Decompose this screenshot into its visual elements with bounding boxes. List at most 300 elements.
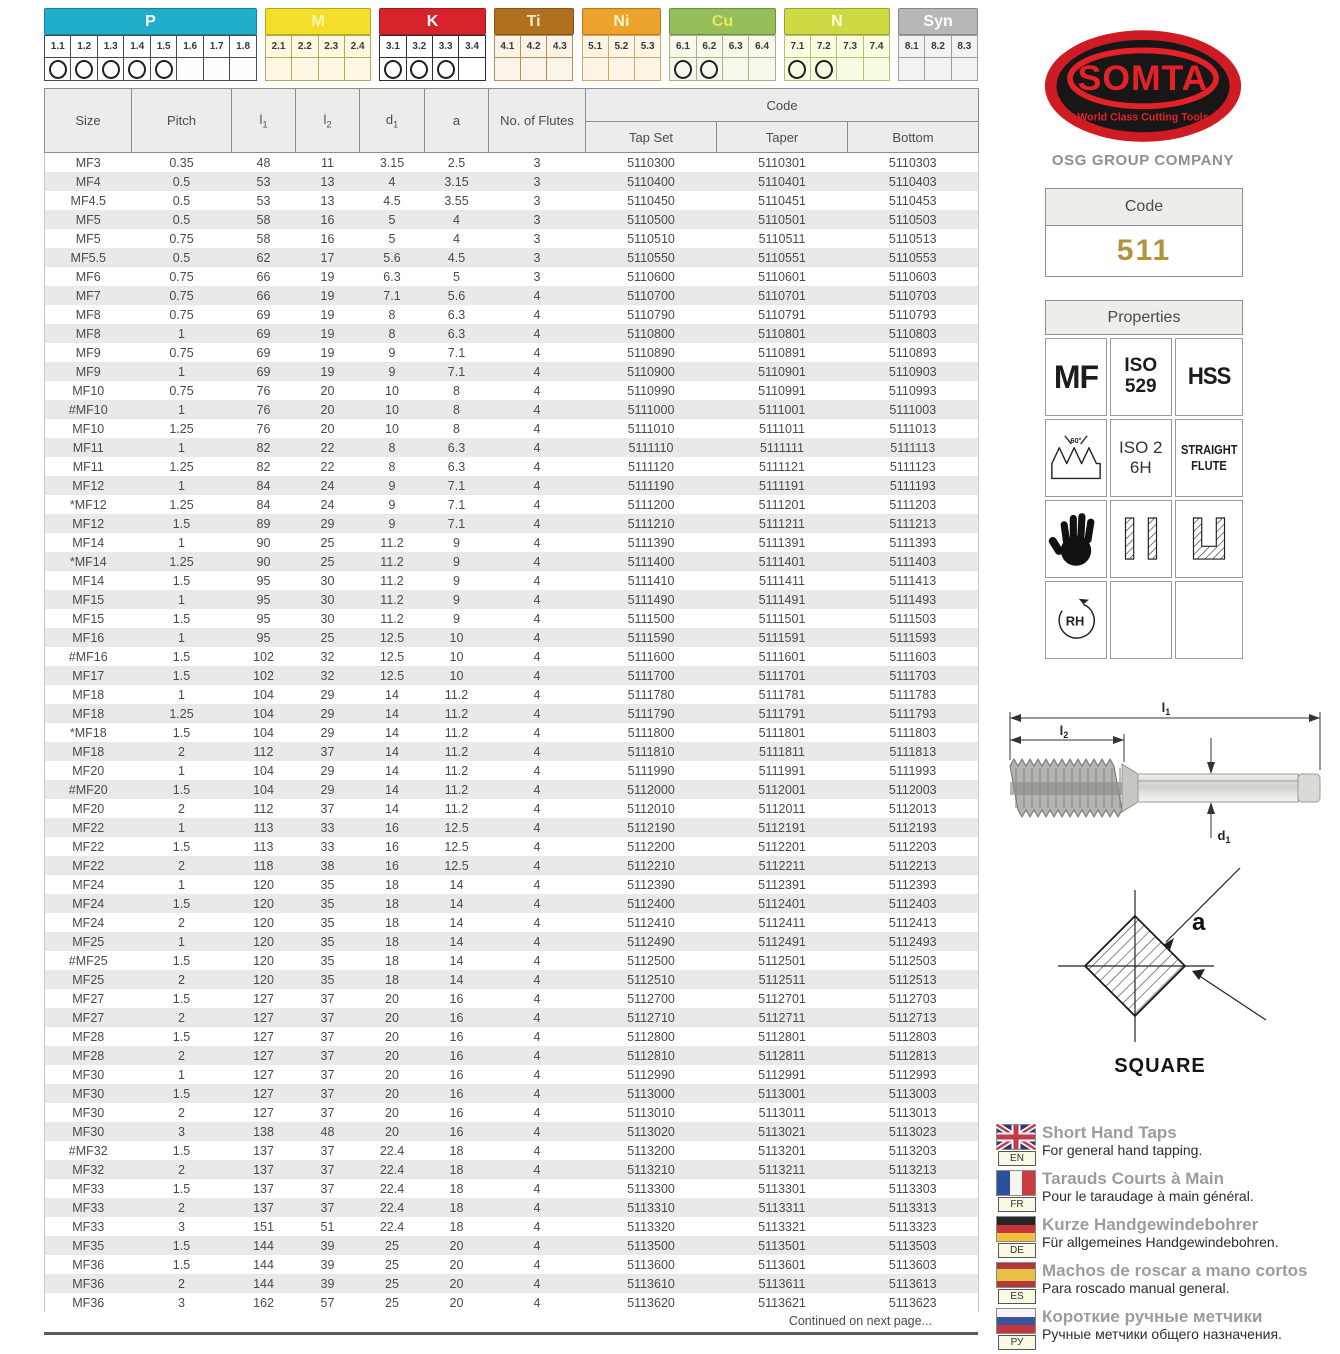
table-cell: 16: [385, 858, 399, 873]
continued-note: Continued on next page...: [788, 1314, 932, 1328]
band-cell-number: 1.3: [97, 35, 124, 58]
table-cell: 0.75: [169, 383, 194, 398]
table-cell: 84: [256, 497, 271, 512]
table-cell: 9: [388, 345, 396, 360]
table-cell: 9: [453, 592, 460, 607]
band-cell-mark: [582, 58, 609, 81]
col-header-l1: $l_1$: [232, 89, 296, 153]
table-cell: MF4.5: [70, 193, 106, 208]
table-cell: 5111991: [758, 763, 806, 778]
table-cell: 69: [256, 307, 271, 322]
circle-mark-icon: [155, 60, 173, 79]
table-cell: 162: [253, 1295, 274, 1310]
table-cell: 16: [449, 1048, 464, 1063]
table-cell: 22.4: [379, 1143, 405, 1158]
table-cell: 7.1: [447, 345, 466, 360]
table-cell: 5111003: [889, 402, 937, 417]
table-cell: MF4: [75, 174, 101, 189]
material-band-cu: [669, 8, 775, 81]
band-cell-number: 6.1: [669, 35, 696, 58]
table-cell: *MF18: [69, 725, 107, 740]
table-cell: 127: [253, 1048, 274, 1063]
table-cell: 1.5: [172, 782, 191, 797]
table-cell: 5111193: [889, 478, 936, 493]
table-cell: 4: [533, 554, 541, 569]
table-cell: 10: [385, 402, 399, 417]
table-cell: 5110503: [888, 212, 937, 227]
table-cell: 104: [253, 725, 274, 740]
table-row: [45, 723, 979, 742]
svg-text:RH: RH: [1065, 613, 1085, 629]
table-cell: MF16: [72, 630, 105, 645]
table-cell: 5110803: [888, 326, 937, 341]
table-cell: 1.5: [172, 1143, 191, 1158]
table-cell: 4: [533, 915, 541, 930]
col-header-pitch: Pitch: [132, 89, 232, 153]
table-cell: 4: [533, 440, 541, 455]
table-cell: 0.75: [169, 269, 194, 284]
table-cell: 3: [178, 1295, 185, 1310]
language-row-de: [996, 1216, 1340, 1258]
table-cell: 58: [256, 212, 271, 227]
table-cell: 29: [320, 782, 335, 797]
table-cell: 0.75: [169, 231, 194, 246]
band-cell-8.1: [898, 35, 925, 81]
table-cell: 5111491: [758, 592, 806, 607]
table-cell: 4: [533, 858, 541, 873]
table-cell: 2: [178, 1276, 185, 1291]
band-cell-7.4: [863, 35, 890, 81]
table-cell: 5112213: [888, 858, 937, 873]
table-cell: 20: [449, 1257, 464, 1272]
table-cell: 4: [533, 1086, 541, 1101]
band-cell-number: 1.2: [70, 35, 97, 58]
table-cell: 4: [533, 1162, 541, 1177]
table-cell: MF18: [72, 706, 105, 721]
property-thread-type: MF: [1045, 338, 1107, 416]
table-cell: 18: [449, 1162, 464, 1177]
table-cell: 144: [253, 1238, 274, 1253]
table-cell: 39: [320, 1276, 335, 1291]
band-cell-6.2: [696, 35, 723, 81]
table-cell: 0.5: [172, 174, 191, 189]
svg-text:l1: $l_1$: [1161, 700, 1171, 717]
band-cell-1.8: [229, 35, 256, 81]
table-cell: 5111111: [759, 440, 805, 455]
table-cell: 3.15: [444, 174, 469, 189]
table-cell: 144: [253, 1257, 274, 1272]
table-cell: 20: [320, 383, 335, 398]
table-cell: 5113000: [627, 1086, 675, 1101]
table-cell: 5113323: [888, 1219, 937, 1234]
property-empty-cell: [1110, 581, 1172, 659]
table-cell: 16: [449, 1010, 464, 1025]
table-cell: 82: [256, 440, 271, 455]
table-cell: MF36: [72, 1276, 105, 1291]
table-cell: 1.5: [172, 1029, 191, 1044]
language-code-badge: ES: [998, 1289, 1036, 1304]
table-cell: 95: [256, 611, 271, 626]
table-cell: 3.55: [444, 193, 469, 208]
table-cell: 120: [253, 953, 274, 968]
table-cell: 12.5: [444, 839, 469, 854]
table-cell: 127: [253, 1010, 274, 1025]
table-cell: 4: [533, 497, 541, 512]
table-cell: MF30: [72, 1105, 105, 1120]
table-cell: 14: [449, 972, 464, 987]
table-cell: MF25: [72, 934, 105, 949]
table-cell: 2: [178, 1048, 185, 1063]
table-cell: 24: [320, 497, 335, 512]
table-cell: 5112410: [627, 915, 675, 930]
table-cell: 127: [253, 1105, 274, 1120]
table-cell: 1.5: [172, 725, 191, 740]
band-cell-number: 2.4: [344, 35, 371, 58]
code-box-title: Code: [1045, 188, 1243, 226]
circle-mark-icon: [384, 60, 402, 79]
table-row: [45, 837, 979, 856]
table-cell: 4.5: [383, 193, 401, 208]
table-cell: 37: [320, 1029, 335, 1044]
band-cell-number: 7.1: [784, 35, 811, 58]
table-cell: 4: [533, 953, 541, 968]
table-cell: 5113311: [758, 1200, 806, 1215]
table-cell: 69: [256, 364, 271, 379]
band-cell-1.7: [203, 35, 230, 81]
table-cell: 1: [178, 763, 185, 778]
table-cell: 5113001: [758, 1086, 806, 1101]
band-cell-3.2: [406, 35, 433, 81]
col-header-tap-set: Tap Set: [586, 122, 717, 153]
svg-text:60°: 60°: [1070, 436, 1082, 446]
table-cell: 18: [385, 934, 399, 949]
table-cell: 1: [178, 478, 185, 493]
table-row: [45, 647, 979, 666]
circle-mark-icon: [788, 60, 806, 79]
table-cell: 20: [385, 1010, 399, 1025]
band-cell-number: 5.3: [634, 35, 661, 58]
table-cell: 4: [533, 687, 541, 702]
table-cell: 7.1: [447, 478, 466, 493]
table-cell: 3: [533, 269, 541, 284]
table-cell: 0.75: [169, 288, 194, 303]
svg-text:a: a: [1192, 909, 1206, 936]
band-label: N: [784, 8, 890, 35]
table-cell: 32: [320, 668, 335, 683]
table-row: [45, 666, 979, 685]
table-cell: 3: [533, 193, 541, 208]
band-cell-number: 2.1: [265, 35, 292, 58]
table-row: [45, 514, 979, 533]
table-cell: 5112703: [888, 991, 937, 1006]
table-cell: 35: [320, 877, 335, 892]
table-cell: 6.3: [447, 440, 466, 455]
table-cell: #MF20: [68, 782, 108, 797]
table-cell: 4: [533, 744, 541, 759]
table-row: [45, 172, 979, 191]
band-cell-mark: [265, 58, 292, 81]
table-cell: 5111000: [627, 402, 675, 417]
table-cell: 4: [533, 877, 541, 892]
table-cell: 5111813: [889, 744, 937, 759]
table-cell: 4: [533, 1067, 541, 1082]
table-cell: 5113301: [758, 1181, 806, 1196]
band-cell-mark: [176, 58, 203, 81]
table-cell: 5111501: [758, 611, 806, 626]
table-row: [45, 552, 979, 571]
table-cell: 1.5: [172, 649, 191, 664]
table-cell: 95: [256, 592, 271, 607]
band-cell-number: 5.1: [582, 35, 609, 58]
table-cell: MF11: [72, 459, 104, 474]
table-cell: 10: [385, 421, 399, 436]
table-cell: 5110801: [758, 326, 806, 341]
table-cell: 48: [320, 1124, 335, 1139]
table-cell: 19: [320, 364, 335, 379]
table-cell: 11.2: [444, 801, 469, 816]
band-cell-7.3: [836, 35, 863, 81]
table-cell: 5113600: [627, 1257, 675, 1272]
table-cell: 11.2: [444, 706, 469, 721]
table-cell: 16: [320, 231, 335, 246]
table-cell: 3: [178, 1124, 185, 1139]
table-cell: MF22: [72, 839, 105, 854]
table-cell: 16: [385, 839, 399, 854]
table-cell: MF25: [72, 972, 105, 987]
table-cell: 120: [253, 896, 274, 911]
table-cell: 5110400: [627, 174, 675, 189]
band-cell-mark: [494, 58, 521, 81]
table-cell: 3: [533, 155, 541, 170]
table-cell: 4: [533, 991, 541, 1006]
table-cell: 5111700: [627, 668, 675, 683]
table-cell: 5113003: [888, 1086, 937, 1101]
table-cell: 5111601: [758, 649, 806, 664]
table-cell: MF11: [72, 440, 104, 455]
table-cell: 5111600: [627, 649, 675, 664]
table-row: [45, 419, 979, 438]
table-cell: MF12: [72, 516, 105, 531]
table-cell: 5112803: [888, 1029, 937, 1044]
table-cell: 58: [256, 231, 271, 246]
band-cell-4.3: [546, 35, 573, 81]
table-cell: 5110553: [888, 250, 937, 265]
table-cell: 35: [320, 896, 335, 911]
table-cell: 5111203: [889, 497, 937, 512]
table-cell: 5112211: [758, 858, 806, 873]
table-cell: 18: [385, 877, 399, 892]
table-cell: 1: [178, 326, 185, 341]
band-cell-1.6: [176, 35, 203, 81]
table-row: [45, 153, 979, 173]
table-cell: 1.5: [172, 953, 191, 968]
language-row-es: [996, 1262, 1340, 1304]
table-cell: 5112011: [758, 801, 806, 816]
table-cell: 22: [320, 459, 335, 474]
flag-uk-icon: [996, 1124, 1036, 1150]
table-cell: 5111400: [627, 554, 675, 569]
flag-russia-icon: [996, 1308, 1036, 1334]
table-cell: 76: [256, 383, 271, 398]
table-cell: 4: [533, 459, 541, 474]
table-cell: 69: [256, 345, 271, 360]
table-cell: 14: [385, 782, 399, 797]
band-label: Syn: [898, 8, 978, 35]
table-cell: *MF12: [69, 497, 107, 512]
table-cell: 5112990: [627, 1067, 675, 1082]
table-row: [45, 989, 979, 1008]
table-cell: 13: [320, 193, 335, 208]
table-cell: 0.5: [172, 193, 191, 208]
table-cell: 5112490: [627, 934, 675, 949]
code-box-value: 511: [1045, 226, 1243, 277]
band-cell-2.4: [344, 35, 371, 81]
table-cell: MF15: [72, 592, 105, 607]
table-cell: 37: [320, 744, 335, 759]
table-cell: 90: [256, 535, 271, 550]
table-cell: 9: [453, 611, 460, 626]
band-cell-number: 1.8: [229, 35, 256, 58]
table-cell: 16: [449, 1029, 464, 1044]
table-cell: 4: [533, 668, 541, 683]
table-row: [45, 229, 979, 248]
table-row: [45, 818, 979, 837]
table-cell: 5112403: [888, 896, 937, 911]
material-band-m: [265, 8, 371, 81]
language-title: Short Hand Taps: [1042, 1123, 1177, 1142]
table-cell: 5111810: [627, 744, 675, 759]
band-cell-3.4: [458, 35, 485, 81]
table-cell: 5113611: [758, 1276, 806, 1291]
table-cell: 7.1: [447, 497, 466, 512]
square-caption: SQUARE: [1114, 1055, 1206, 1077]
table-cell: 14: [385, 763, 399, 778]
table-cell: 5113211: [758, 1162, 806, 1177]
table-cell: 20: [449, 1295, 464, 1310]
table-cell: 5112813: [888, 1048, 937, 1063]
table-cell: 5111211: [759, 516, 805, 531]
table-cell: 57: [320, 1295, 335, 1310]
band-cell-5.3: [634, 35, 661, 81]
table-cell: 14: [449, 953, 464, 968]
table-cell: 5112501: [758, 953, 806, 968]
table-cell: 5111401: [758, 554, 806, 569]
table-cell: 5111013: [889, 421, 937, 436]
circle-mark-icon: [75, 60, 93, 79]
table-cell: 3: [533, 231, 541, 246]
table-cell: 6.3: [447, 326, 466, 341]
col-header-bottom: Bottom: [848, 122, 979, 153]
table-cell: 5110890: [627, 345, 675, 360]
table-cell: 138: [253, 1124, 274, 1139]
col-header-size: Size: [45, 89, 132, 153]
table-cell: 2: [178, 858, 185, 873]
table-cell: 4: [533, 1200, 541, 1215]
table-cell: 5113321: [758, 1219, 806, 1234]
table-cell: 14: [449, 877, 464, 892]
table-cell: 5111791: [758, 706, 806, 721]
table-cell: 5113310: [627, 1200, 675, 1215]
table-cell: 1: [178, 402, 185, 417]
band-cell-number: 7.4: [863, 35, 890, 58]
table-cell: 4: [533, 934, 541, 949]
table-cell: 4.5: [447, 250, 466, 265]
table-cell: 4: [533, 288, 541, 303]
band-cell-5.1: [582, 35, 609, 81]
table-cell: MF30: [72, 1124, 105, 1139]
table-cell: 53: [256, 193, 271, 208]
table-cell: 4: [533, 1257, 541, 1272]
table-cell: 18: [449, 1143, 464, 1158]
table-row: [45, 1141, 979, 1160]
tap-dimension-diagram: [996, 698, 1334, 856]
table-cell: 4: [533, 1010, 541, 1025]
table-row: [45, 894, 979, 913]
circle-mark-icon: [437, 60, 455, 79]
table-cell: 5112510: [627, 972, 675, 987]
table-cell: 5113203: [888, 1143, 937, 1158]
table-cell: 18: [449, 1219, 464, 1234]
table-cell: 22.4: [379, 1200, 405, 1215]
language-subtitle: Para roscado manual general.: [1042, 1279, 1230, 1296]
table-cell: MF20: [72, 763, 105, 778]
language-code-badge: FR: [998, 1197, 1036, 1212]
band-cell-number: 6.4: [748, 35, 775, 58]
band-cell-number: 2.2: [291, 35, 318, 58]
col-header-l2: $l_2$: [296, 89, 360, 153]
table-cell: 9: [388, 516, 396, 531]
band-cell-6.3: [722, 35, 749, 81]
table-cell: 5110993: [888, 383, 937, 398]
table-cell: 25: [320, 630, 335, 645]
band-cell-2.3: [318, 35, 345, 81]
table-cell: 1: [178, 440, 185, 455]
table-cell: 4: [533, 1048, 541, 1063]
table-cell: 104: [253, 782, 274, 797]
table-cell: 14: [449, 934, 464, 949]
table-cell: 5111123: [889, 459, 936, 474]
table-cell: 5110500: [627, 212, 675, 227]
band-cell-mark: [898, 58, 925, 81]
table-cell: MF30: [72, 1086, 105, 1101]
table-row: [45, 628, 979, 647]
table-cell: 4: [533, 1181, 541, 1196]
table-cell: 5113010: [627, 1105, 675, 1120]
table-cell: 4: [533, 478, 541, 493]
table-cell: 5112010: [627, 801, 675, 816]
table-cell: 5112710: [627, 1010, 675, 1025]
band-label: Cu: [669, 8, 775, 35]
table-cell: 5110601: [758, 269, 806, 284]
table-cell: 33: [320, 820, 335, 835]
table-cell: 5113501: [758, 1238, 806, 1253]
table-cell: 5113503: [888, 1238, 937, 1253]
table-cell: 5111811: [759, 744, 805, 759]
table-cell: 20: [385, 1048, 399, 1063]
properties-title: Properties: [1045, 300, 1243, 335]
band-cell-number: 8.3: [951, 35, 978, 58]
table-cell: 1: [178, 877, 185, 892]
table-cell: 24: [320, 478, 335, 493]
table-cell: 5111410: [627, 573, 675, 588]
table-cell: 16: [449, 991, 464, 1006]
table-cell: 5110450: [627, 193, 675, 208]
table-cell: 120: [253, 934, 274, 949]
table-cell: 14: [385, 687, 399, 702]
table-cell: 11.2: [444, 744, 469, 759]
table-cell: 6.3: [447, 459, 466, 474]
table-cell: 20: [385, 1105, 399, 1120]
